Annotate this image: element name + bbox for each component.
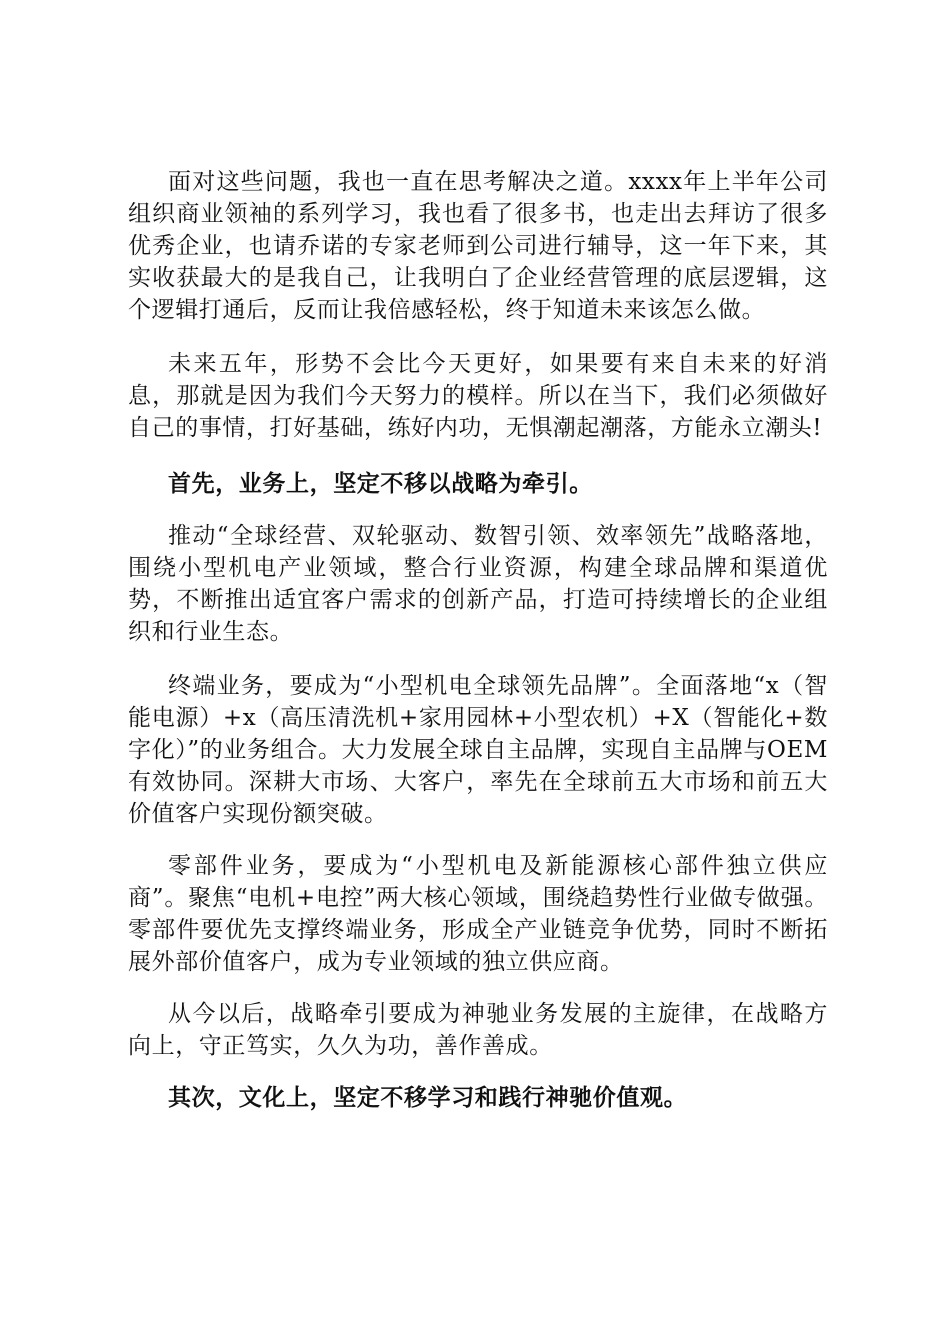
paragraph-next-five-years: 未来五年，形势不会比今天更好，如果要有来自未来的好消息，那就是因为我们今天努力的模样。所以在当下，我们必须做好自己的事情，打好基础，练好内功，无惧潮起潮落，方能永立潮头!: [128, 351, 828, 441]
paragraph-components-business: 零部件业务，要成为“小型机电及新能源核心部件独立供应商”。聚焦“电机+电控”两大核心领域，围绕趋势性行业做专做强。零部件要优先支撑终端业务，形成全产业链竞争优势，同时不断拓展外部价值客户，成为专业领域的独立供应商。: [128, 853, 828, 975]
heading-culture-values: 其次，文化上，坚定不移学习和践行神驰价值观。: [168, 1085, 688, 1111]
paragraph-strategy-rollout: 推动“全球经营、双轮驱动、数智引领、效率领先”战略落地，围绕小型机电产业领域，整合行业资源，构建全球品牌和渠道优势，不断推出适宜客户需求的创新产品，打造可持续增长的企业组织和行业生态。: [128, 523, 828, 645]
paragraph-terminal-business: 终端业务，要成为“小型机电全球领先品牌”。全面落地“x（智能电源）+x（高压清洗机+家用园林+小型农机）+X（智能化+数字化）”的业务组合。大力发展全球自主品牌，实现自主品牌与OEM有效协同。深耕大市场、大客户，率先在全球前五大市场和前五大价值客户实现份额突破。: [128, 673, 828, 827]
paragraph-problem-solving: 面对这些问题，我也一直在思考解决之道。xxxx年上半年公司组织商业领袖的系列学习，我也看了很多书，也走出去拜访了很多优秀企业，也请乔诺的专家老师到公司进行辅导，这一年下来，其实收获最大的是我自己，让我明白了企业经营管理的底层逻辑，这个逻辑打通后，反而让我倍感轻松，终于知道未来该怎么做。: [128, 169, 828, 323]
document-body: [128, 166, 828, 1132]
paragraph-strategy-guidance: 从今以后，战略牵引要成为神驰业务发展的主旋律，在战略方向上，守正笃实，久久为功，善作善成。: [128, 1001, 828, 1059]
heading-business-strategy: 首先，业务上，坚定不移以战略为牵引。: [168, 471, 593, 497]
